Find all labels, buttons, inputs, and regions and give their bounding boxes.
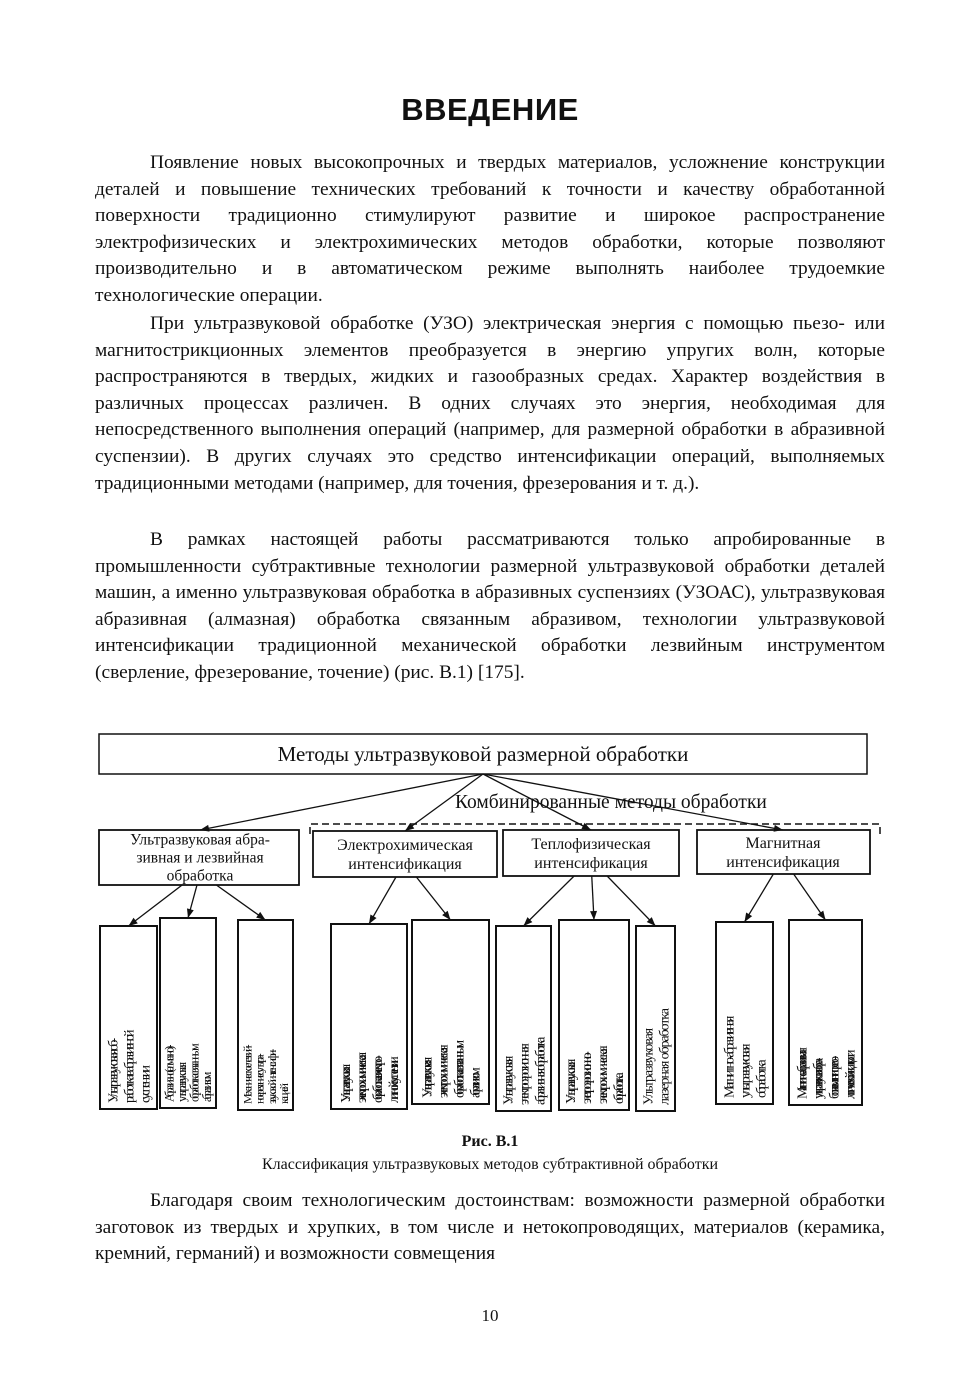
leaf-arrow-5-head <box>442 911 450 920</box>
page-title: ВВЕДЕНИЕ <box>401 92 579 127</box>
category-label-3: Теплофизическая интенсификация <box>531 835 651 872</box>
leaf-label-7 <box>564 1045 627 1104</box>
leaf-text-10: Магнитно-абразивнаяультразвуковая обра-ботка в магнитореоо-логической жидкости <box>795 1047 859 1099</box>
leaf-arrow-3-head <box>256 912 265 920</box>
combined-bracket <box>310 824 880 834</box>
figure-caption: Классификация ультразвуковых методов субтрактивной обработки <box>261 1156 719 1173</box>
category-label-1: Ультразвуковая абра-зивная и лезвийная обработка <box>130 831 270 885</box>
leaf-label-8 <box>641 1007 672 1105</box>
category-label-4: Магнитная интенсификация <box>726 834 840 871</box>
leaf-text-8: Ультразвуковаялазерная обработка <box>641 1008 673 1105</box>
leaf-text-1: Ультразвуковая об-работка в абразивнойсуспензии <box>106 1029 154 1103</box>
leaf-text-3: Механическое лезвий-ное резание с ультра-звуковой интенсифи-кацией <box>240 1044 292 1104</box>
leaf-label-6 <box>501 1036 548 1105</box>
leaf-text-6: Ультразвуковаяэлектроэрозионнаяабразивная обработка <box>501 1036 549 1105</box>
category-label-2: Электрохимическая интенсификация <box>337 836 473 873</box>
leaf-arrow-9-head <box>745 912 753 922</box>
leaf-text-9: Магнитно-абразивнаяультразвуковаяобработка <box>722 1015 770 1098</box>
paragraph-4: Благодаря своим технологическим достоинствам: возможности размерной обработки заготовок из твердых и хрупких, в том числе и нетокопроводящих, материалов (керамика, кремний, германий) и возможности совмещения <box>95 1190 885 1265</box>
leaf-text-5: Ультразвуковаяэлектрохимическаяобработка связаннымабразивом <box>420 1039 484 1098</box>
leaf-label-10 <box>795 1047 858 1099</box>
leaf-arrow-8 <box>607 876 655 926</box>
root-arrow-1 <box>200 774 483 830</box>
leaf-arrow-7-head <box>590 911 597 920</box>
paragraph-2: При ультразвуковой обработке (УЗО) электрическая энергия с помощью пьезо- или магнитострикционных элементов преобразуется в энергию упругих волн, которые распространяются в твердых, жидких и газообразных средах. Характер воздействия в различных процессах различен. В одних случаях это энергия, необходимая для непосредственного выполнения операций (например, для размерной обработки в абразивной суспензии). В других случаях это средство интенсификации операций, выполняемых традиционными методами (например, для точения, фрезерования и т. д.). <box>95 313 885 494</box>
leaf-arrow-1 <box>129 885 183 926</box>
leaf-arrow-1-head <box>129 918 138 926</box>
leaf-text-7: Ультразвуковаяэлетроэрозионно-электрохимическаяобработка <box>563 1045 627 1104</box>
leaf-label-5 <box>420 1040 483 1098</box>
leaf-label-1 <box>106 1029 153 1103</box>
leaf-arrow-3 <box>216 885 265 920</box>
leaf-text-4: Ультразвуковаяэлектрохимическаяобработка в электро-литной суспензии <box>338 1051 402 1103</box>
leaf-label-2 <box>163 1043 215 1102</box>
leaf-arrow-2-head <box>187 908 194 918</box>
paragraph-3: В рамках настоящей работы рассматриваются только апробированные в промышленности субтрактивные технологии размерной ультразвуковой обработки деталей машин, а именно ультразвуковая обработка в абразивных суспензиях (УЗОАС), ультразвуковая абразивная (алмазная) обработка связанным абразивом, технологии ультразвуковой интенсификации традиционной механической обработки лезвийным инструментом (сверление, фрезерование, точение) (рис. В.1) [175]. <box>95 529 885 683</box>
page-number: 10 <box>481 1306 499 1325</box>
root-label: Методы ультразвуковой размерной обработки <box>277 742 689 766</box>
leaf-arrow-10-head <box>817 911 825 920</box>
combined-label: Комбинированные методы обработки <box>455 792 767 813</box>
leaf-arrow-4-head <box>369 914 377 924</box>
leaf-arrow-6 <box>524 876 575 926</box>
figure-number: Рис. В.1 <box>461 1133 519 1150</box>
leaf-label-9 <box>722 1015 769 1098</box>
paragraph-1: Появление новых высокопрочных и твердых материалов, усложнение конструкции деталей и повышение технических требований к точности и качеству обработанной поверхности традиционно стимулируют развитие и широкое распространение электрофизических и электрохимических методов обработки, которые позволяют производительно и в автоматическом режиме выполнять наиболее трудоемкие технологические операции. <box>95 152 885 306</box>
leaf-label-4 <box>339 1051 402 1103</box>
leaf-text-2: Абразивно(алмазно)-ультразвуковаяобработка связаннымабразивом <box>162 1043 215 1102</box>
leaf-label-3 <box>240 1044 291 1104</box>
